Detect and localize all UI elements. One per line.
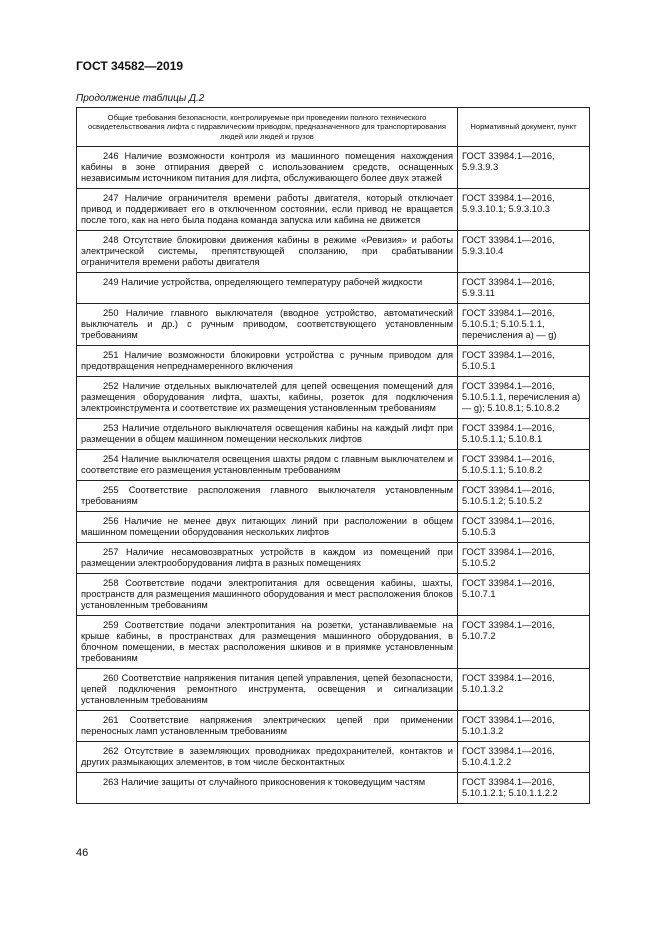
table-row bbox=[77, 231, 590, 273]
column-header-normative-doc: Нормативный документ, пункт bbox=[458, 108, 590, 147]
normative-reference: ГОСТ 33984.1—2016, 5.9.3.10.1; 5.9.3.10.3 bbox=[458, 189, 590, 231]
table-row bbox=[77, 616, 590, 669]
normative-reference: ГОСТ 33984.1—2016, 5.10.5.1.1, перечисления а) — g); 5.10.8.1; 5.10.8.2 bbox=[458, 377, 590, 419]
row-number: 256 bbox=[103, 516, 119, 526]
requirement-cell bbox=[77, 377, 458, 419]
normative-reference: ГОСТ 33984.1—2016, 5.10.1.3.2 bbox=[458, 669, 590, 711]
table-row bbox=[77, 189, 590, 231]
table-row bbox=[77, 419, 590, 450]
requirement-text: Наличие главного выключателя (вводное устройство, автоматический выключатель и др.) с ручным приводом, соответствующего установленным требованиям bbox=[81, 308, 453, 340]
requirement-text: Соответствие расположения главного выключателя установленным требованиям bbox=[81, 485, 453, 506]
table-row bbox=[77, 304, 590, 346]
document-code: ГОСТ 34582—2019 bbox=[76, 59, 184, 73]
row-number: 253 bbox=[103, 423, 119, 433]
row-number: 261 bbox=[103, 715, 119, 725]
normative-reference: ГОСТ 33984.1—2016, 5.10.7.1 bbox=[458, 574, 590, 616]
row-number: 259 bbox=[103, 620, 119, 630]
requirement-cell bbox=[77, 543, 458, 574]
row-number: 249 bbox=[103, 277, 119, 287]
requirement-text: Наличие возможности блокировки устройства с ручным приводом для предотвращения непреднамеренного включения bbox=[81, 350, 453, 371]
requirement-cell bbox=[77, 481, 458, 512]
table-row bbox=[77, 512, 590, 543]
table-row bbox=[77, 377, 590, 419]
requirement-cell bbox=[77, 616, 458, 669]
requirement-cell bbox=[77, 711, 458, 742]
requirement-cell bbox=[77, 742, 458, 773]
normative-reference: ГОСТ 33984.1—2016, 5.10.1.2.1; 5.10.1.1.2.2 bbox=[458, 773, 590, 804]
requirement-text: Отсутствие в заземляющих проводниках предохранителей, контактов и других размыкающих элементов, в том числе бесконтактных bbox=[81, 746, 454, 767]
requirement-text: Соответствие напряжения электрических цепей при применении переносных ламп установленным требованиям bbox=[81, 715, 453, 736]
table-row bbox=[77, 773, 590, 804]
row-number: 258 bbox=[103, 578, 119, 588]
requirement-cell bbox=[77, 419, 458, 450]
requirement-cell bbox=[77, 231, 458, 273]
row-number: 255 bbox=[103, 485, 119, 495]
row-number: 260 bbox=[103, 673, 119, 683]
table-row bbox=[77, 450, 590, 481]
requirement-text: Наличие ограничителя времени работы двигателя, который отключает привод и поддерживает его в отключенном состоянии, если привод не вращается после того, как на него была подана команда запуска или кабина не движется bbox=[81, 193, 453, 225]
normative-reference: ГОСТ 33984.1—2016, 5.10.5.1 bbox=[458, 346, 590, 377]
requirement-cell bbox=[77, 346, 458, 377]
requirements-table bbox=[76, 107, 590, 804]
normative-reference: ГОСТ 33984.1—2016, 5.10.7.2 bbox=[458, 616, 590, 669]
normative-reference: ГОСТ 33984.1—2016, 5.9.3.11 bbox=[458, 273, 590, 304]
table-row bbox=[77, 543, 590, 574]
requirement-cell bbox=[77, 669, 458, 711]
requirement-text: Соответствие подачи электропитания для освещения кабины, шахты, пространств для размещения машинного оборудования и мест расположения блоков установленным требованиям bbox=[81, 578, 453, 610]
requirement-text: Наличие не менее двух питающих линий при расположении в общем машинном помещении оборудования нескольких лифтов bbox=[81, 516, 453, 537]
normative-reference: ГОСТ 33984.1—2016, 5.10.5.1.2; 5.10.5.2 bbox=[458, 481, 590, 512]
requirement-cell bbox=[77, 574, 458, 616]
normative-reference: ГОСТ 33984.1—2016, 5.10.5.3 bbox=[458, 512, 590, 543]
requirement-text: Наличие несамовозвратных устройств в каждом из помещений при размещении электрооборудования лифта в разных помещениях bbox=[81, 547, 453, 568]
table-row bbox=[77, 574, 590, 616]
row-number: 250 bbox=[103, 308, 119, 318]
normative-reference: ГОСТ 33984.1—2016, 5.10.1.3.2 bbox=[458, 711, 590, 742]
table-row bbox=[77, 346, 590, 377]
normative-reference: ГОСТ 33984.1—2016, 5.10.4.1.2.2 bbox=[458, 742, 590, 773]
row-number: 254 bbox=[103, 454, 119, 464]
requirement-text: Наличие отдельного выключателя освещения кабины на каждый лифт при размещении в общем машинном помещении нескольких лифтов bbox=[81, 423, 453, 444]
table-caption: Продолжение таблицы Д.2 bbox=[76, 93, 205, 104]
normative-reference: ГОСТ 33984.1—2016, 5.9.3.10.4 bbox=[458, 231, 590, 273]
table-row bbox=[77, 273, 590, 304]
table-header-row bbox=[77, 108, 590, 147]
table-row bbox=[77, 711, 590, 742]
row-number: 262 bbox=[103, 746, 119, 756]
row-number: 246 bbox=[103, 151, 119, 161]
requirement-cell bbox=[77, 147, 458, 189]
page-number: 46 bbox=[76, 847, 89, 859]
requirement-text: Соответствие напряжения питания цепей управления, цепей безопасности, цепей подключения ремонтного инструмента, освещения и сигнализации установленным требованиям bbox=[81, 673, 453, 705]
row-number: 252 bbox=[103, 381, 119, 391]
column-header-requirements: Общие требования безопасности, контролируемые при проведении полного технического освидетельствования лифта с гидравлическим приводом, предназначенного для транспортирования людей или людей и грузов bbox=[77, 108, 458, 147]
requirement-cell bbox=[77, 273, 458, 304]
requirement-text: Наличие возможности контроля из машинного помещения нахождения кабины в зоне отпирания дверей с использованием средств, оснащенных независимым источником питания для лифта, обслуживающего более двух этажей bbox=[81, 151, 453, 183]
row-number: 251 bbox=[103, 350, 119, 360]
normative-reference: ГОСТ 33984.1—2016, 5.10.5.1.1; 5.10.8.2 bbox=[458, 450, 590, 481]
requirement-cell bbox=[77, 304, 458, 346]
requirement-cell bbox=[77, 450, 458, 481]
row-number: 247 bbox=[103, 193, 119, 203]
requirement-text: Наличие отдельных выключателей для цепей освещения помещений для размещения оборудования лифта, шахты, кабины, розеток для подключения электроинструмента и соответствие их размещения установленным требованиям bbox=[81, 381, 453, 413]
requirement-cell bbox=[77, 773, 458, 804]
requirement-cell bbox=[77, 189, 458, 231]
table-row bbox=[77, 742, 590, 773]
requirement-text: Наличие выключателя освещения шахты рядом с главным выключателем и соответствие его размещения установленным требованиям bbox=[81, 454, 453, 475]
normative-reference: ГОСТ 33984.1—2016, 5.10.5.2 bbox=[458, 543, 590, 574]
requirement-text: Отсутствие блокировки движения кабины в режиме «Ревизия» и работы электрической системы, препятствующей сползанию, при срабатывании ограничителя времени работы двигателя bbox=[81, 235, 453, 267]
row-number: 248 bbox=[103, 235, 119, 245]
requirement-cell bbox=[77, 512, 458, 543]
table-row bbox=[77, 669, 590, 711]
row-number: 263 bbox=[103, 777, 119, 787]
requirement-text: Соответствие подачи электропитания на розетки, устанавливаемые на крыше кабины, в пространствах для размещения машинного оборудования, в блочном помещении, в местах расположения шкивов и в приямке установленным требованиям bbox=[81, 620, 453, 663]
table-row bbox=[77, 481, 590, 512]
requirement-text: Наличие устройства, определяющего температуру рабочей жидкости bbox=[121, 277, 423, 287]
table-row bbox=[77, 147, 590, 189]
requirement-text: Наличие защиты от случайного прикосновения к токоведущим частям bbox=[121, 777, 426, 787]
normative-reference: ГОСТ 33984.1—2016, 5.10.5.1; 5.10.5.1.1, перечисления а) — g) bbox=[458, 304, 590, 346]
row-number: 257 bbox=[103, 547, 119, 557]
normative-reference: ГОСТ 33984.1—2016, 5.10.5.1.1; 5.10.8.1 bbox=[458, 419, 590, 450]
normative-reference: ГОСТ 33984.1—2016, 5.9.3.9.3 bbox=[458, 147, 590, 189]
